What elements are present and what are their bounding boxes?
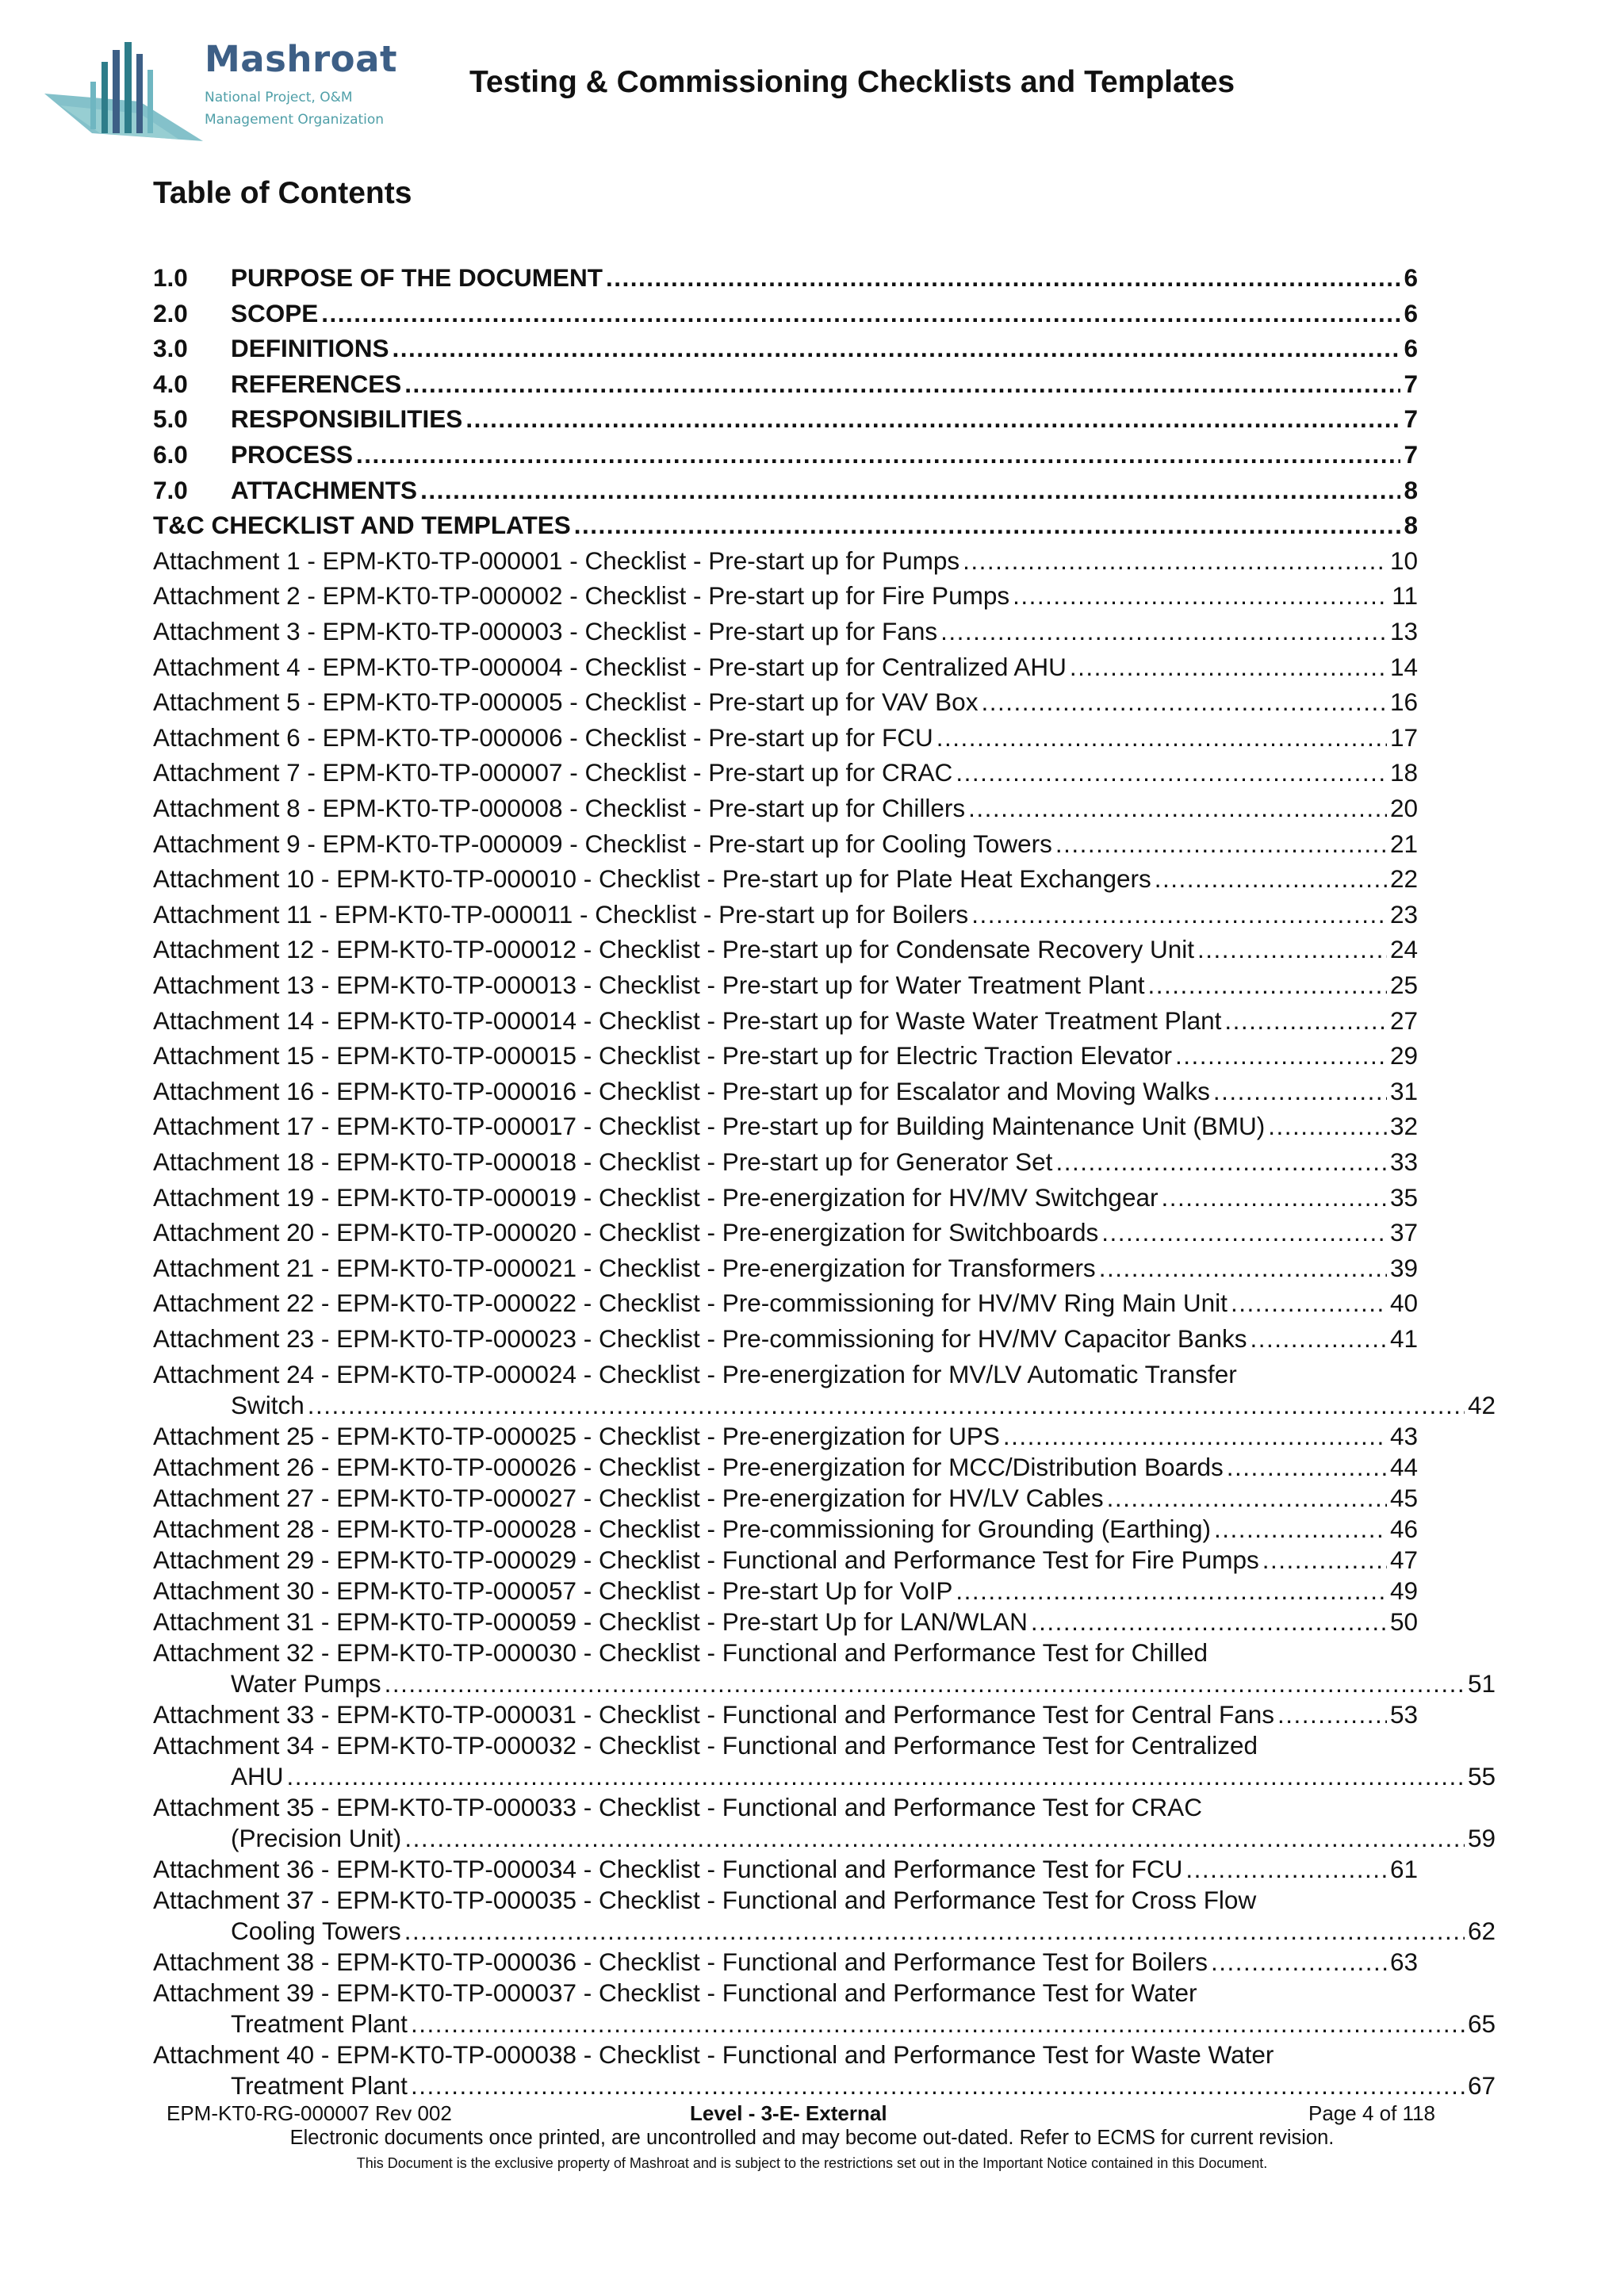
toc-leader [1148,969,1387,1001]
logo-subtitle-line1: National Project, O&M [205,90,353,105]
toc-page-number: 25 [1389,971,1418,999]
toc-leader [1211,1946,1387,1978]
toc-attachment-title: Attachment 4 - EPM-KT0-TP-000004 - Checklist - Pre-start up for Centralized AHU [153,652,1067,681]
logo-subtitle-line2: Management Organization [205,112,385,128]
toc-page-number: 33 [1389,1147,1418,1176]
toc-leader [1250,1323,1386,1354]
toc-section-title: REFERENCES [231,369,402,398]
toc-page-number: 14 [1389,652,1418,681]
toc-page-number: 7 [1404,440,1418,469]
toc-leader [940,615,1387,647]
toc-attachment-title: Attachment 37 - EPM-KT0-TP-000035 - Checklist - Functional and Performance Test for Cross Flow [153,1885,1257,1914]
toc-attachment-title-cont: (Precision Unit) [231,1823,402,1852]
toc-leader [1175,1040,1387,1071]
toc-page-number: 44 [1389,1452,1418,1481]
toc-attachment-title: Attachment 25 - EPM-KT0-TP-000025 - Checklist - Pre-energization for UPS [153,1421,1000,1450]
toc-page-number: 41 [1389,1324,1418,1353]
toc-leader [1055,1146,1387,1178]
toc-attachment-title: Attachment 12 - EPM-KT0-TP-000012 - Checklist - Pre-start up for Condensate Recovery Unit [153,935,1195,964]
toc-attachment-title: Attachment 16 - EPM-KT0-TP-000016 - Checklist - Pre-start up for Escalator and Moving Walks [153,1076,1210,1105]
toc-page-number: 13 [1389,617,1418,645]
toc-page-number: 22 [1389,864,1418,894]
toc-attachment-title-cont: AHU [231,1761,284,1790]
toc-page-number: 61 [1389,1854,1418,1883]
toc-section-title: SCOPE [231,298,319,327]
toc-leader [1155,863,1387,894]
toc-leader [404,368,1400,400]
toc-attachment-title: Attachment 36 - EPM-KT0-TP-000034 - Checklist - Functional and Performance Test for FCU [153,1854,1183,1883]
toc-heading: Table of Contents [153,176,412,210]
toc-leader [1003,1420,1387,1452]
toc-attachment-row[interactable] [153,1946,1418,1978]
toc-attachment-continuation[interactable] [153,2008,1496,2039]
toc-attachment-title: Attachment 2 - EPM-KT0-TP-000002 - Checklist - Pre-start up for Fire Pumps [153,581,1010,611]
toc-section-number: 3.0 [153,334,188,363]
toc-page-number: 7 [1404,404,1418,434]
toc-attachment-row[interactable] [153,545,1418,576]
toc-section-number: 5.0 [153,404,188,434]
logo-name: Mashroat [205,38,397,80]
toc-attachment-title: Attachment 35 - EPM-KT0-TP-000033 - Checklist - Functional and Performance Test for CRAC [153,1792,1202,1821]
toc-attachment-row[interactable] [153,615,1418,647]
toc-attachment-row[interactable] [153,1698,1418,1730]
toc-attachment-title: Attachment 29 - EPM-KT0-TP-000029 - Checklist - Functional and Performance Test for Fire Pumps [153,1545,1259,1574]
toc-leader [1031,1606,1387,1637]
toc-attachment-row[interactable] [153,651,1418,683]
toc-attachment-title: Attachment 26 - EPM-KT0-TP-000026 - Checklist - Pre-energization for MCC/Distribution Boards [153,1452,1224,1481]
toc-page-number: 50 [1389,1607,1418,1636]
toc-leader [963,545,1387,576]
toc-attachment-row[interactable] [153,898,1418,930]
toc-attachment-title: Attachment 33 - EPM-KT0-TP-000031 - Checklist - Functional and Performance Test for Central Fans [153,1699,1275,1729]
toc-leader [1197,933,1387,965]
toc-section-row[interactable] [153,368,1418,400]
toc-attachment-title: Attachment 18 - EPM-KT0-TP-000018 - Checklist - Pre-start up for Generator Set [153,1147,1053,1176]
toc-attachment-row[interactable] [153,1729,1418,1761]
toc-leader [385,1668,1465,1699]
toc-attachment-title: Attachment 19 - EPM-KT0-TP-000019 - Checklist - Pre-energization for HV/MV Switchgear [153,1182,1159,1212]
toc-leader [393,332,1401,364]
toc-group-title: T&C CHECKLIST AND TEMPLATES [153,511,571,540]
toc-leader [968,792,1387,824]
toc-page-number: 23 [1389,899,1418,929]
document-title: Testing & Commissioning Checklists and Templates [469,65,1235,99]
toc-attachment-title: Attachment 15 - EPM-KT0-TP-000015 - Checklist - Pre-start up for Electric Traction Elevator [153,1041,1172,1070]
toc-group-row[interactable] [153,509,1418,541]
footer-level: Level - 3-E- External [690,2101,887,2125]
toc-page-number: 18 [1389,758,1418,787]
toc-attachment-row[interactable] [153,1482,1418,1514]
toc-attachment-row[interactable] [153,1791,1418,1823]
toc-leader [981,686,1387,718]
toc-attachment-title: Attachment 17 - EPM-KT0-TP-000017 - Checklist - Pre-start up for Building Maintenance Unit (BMU) [153,1112,1266,1141]
toc-leader [404,1915,1465,1947]
toc-page-number: 45 [1389,1483,1418,1512]
toc-attachment-row[interactable] [153,1287,1418,1319]
toc-page-number: 6 [1404,298,1418,327]
toc-page-number: 59 [1467,1823,1496,1852]
toc-section-title: RESPONSIBILITIES [231,404,463,434]
toc-page-number: 65 [1467,2009,1496,2038]
toc-attachment-title-cont: Water Pumps [231,1668,381,1698]
toc-attachment-row[interactable] [153,1420,1418,1452]
toc-leader [404,1822,1465,1854]
toc-page-number: 17 [1389,722,1418,752]
footer-notice: Electronic documents once printed, are uncontrolled and may become out-dated. Refer to ECMS for current revision. [289,2127,1335,2149]
toc-page-number: 46 [1389,1514,1418,1543]
toc-attachment-row[interactable] [153,1323,1418,1354]
toc-attachment-title: Attachment 3 - EPM-KT0-TP-000003 - Checklist - Pre-start up for Fans [153,617,938,645]
toc-attachment-row[interactable] [153,1977,1418,2009]
toc-attachment-row[interactable] [153,828,1418,860]
toc-attachment-title: Attachment 6 - EPM-KT0-TP-000006 - Checklist - Pre-start up for FCU [153,722,933,752]
toc-leader [308,1389,1465,1421]
toc-attachment-row[interactable] [153,1040,1418,1071]
toc-attachment-row[interactable] [153,1075,1418,1107]
toc-attachment-title: Attachment 39 - EPM-KT0-TP-000037 - Checklist - Functional and Performance Test for Water [153,1978,1197,2007]
toc-leader [1055,828,1387,860]
toc-attachment-title-cont: Treatment Plant [231,2070,408,2100]
toc-leader [956,756,1387,788]
toc-attachment-row[interactable] [153,1575,1418,1607]
toc-leader [936,722,1387,753]
toc-attachment-title: Attachment 32 - EPM-KT0-TP-000030 - Checklist - Functional and Performance Test for Chilled [153,1637,1208,1667]
toc-section-title: PROCESS [231,440,354,469]
toc-attachment-row[interactable] [153,1358,1418,1390]
toc-attachment-title: Attachment 8 - EPM-KT0-TP-000008 - Checklist - Pre-start up for Chillers [153,794,966,822]
toc-attachment-title: Attachment 34 - EPM-KT0-TP-000032 - Checklist - Functional and Performance Test for Centralized [153,1730,1258,1760]
toc-leader [1099,1252,1387,1284]
toc-page-number: 47 [1389,1545,1418,1574]
toc-leader [465,403,1400,435]
toc-page-number: 32 [1389,1112,1418,1141]
toc-leader [420,474,1400,506]
toc-attachment-title: Attachment 14 - EPM-KT0-TP-000014 - Checklist - Pre-start up for Waste Water Treatment Plant [153,1005,1222,1035]
company-logo [44,38,409,149]
toc-attachment-title: Attachment 28 - EPM-KT0-TP-000028 - Checklist - Pre-commissioning for Grounding (Earthing) [153,1514,1211,1543]
toc-page-number: 62 [1467,1916,1496,1945]
toc-page-number: 11 [1392,581,1418,611]
toc-leader [1231,1287,1387,1319]
toc-attachment-row[interactable] [153,1451,1418,1483]
toc-leader [1185,1853,1387,1885]
toc-leader [1013,580,1388,611]
toc-leader [1227,1451,1387,1483]
toc-attachment-title: Attachment 20 - EPM-KT0-TP-000020 - Checklist - Pre-energization for Switchboards [153,1218,1099,1247]
toc-attachment-title: Attachment 5 - EPM-KT0-TP-000005 - Checklist - Pre-start up for VAV Box [153,687,979,717]
toc-leader [1262,1544,1387,1576]
toc-section-row[interactable] [153,403,1418,435]
toc-leader [1107,1482,1387,1514]
toc-attachment-continuation[interactable] [153,1822,1496,1854]
toc-page-number: 49 [1389,1576,1418,1605]
toc-attachment-title: Attachment 24 - EPM-KT0-TP-000024 - Checklist - Pre-energization for MV/LV Automatic Transfer [153,1359,1237,1388]
toc-leader [1214,1513,1387,1545]
toc-page-number: 35 [1389,1182,1418,1212]
toc-page-number: 53 [1389,1699,1418,1729]
toc-attachment-row[interactable] [153,756,1418,788]
toc-attachment-row[interactable] [153,1110,1418,1142]
toc-attachment-title: Attachment 31 - EPM-KT0-TP-000059 - Checklist - Pre-start Up for LAN/WLAN [153,1607,1028,1636]
toc-attachment-row[interactable] [153,686,1418,718]
toc-page-number: 63 [1389,1947,1418,1976]
toc-page-number: 39 [1389,1253,1418,1282]
toc-attachment-row[interactable] [153,1216,1418,1248]
toc-attachment-title-cont: Switch [231,1390,304,1419]
toc-leader [1268,1110,1387,1142]
toc-section-title: PURPOSE OF THE DOCUMENT [231,263,603,292]
logo-mark-icon [44,38,203,141]
toc-attachment-row[interactable] [153,1181,1418,1213]
toc-leader [956,1575,1387,1607]
toc-section-row[interactable] [153,262,1418,293]
toc-page-number: 7 [1404,369,1418,398]
toc-attachment-title: Attachment 21 - EPM-KT0-TP-000021 - Checklist - Pre-energization for Transformers [153,1253,1096,1282]
toc-section-row[interactable] [153,474,1418,506]
toc-leader [1070,651,1387,683]
toc-page-number: 29 [1389,1041,1418,1070]
toc-section-number: 6.0 [153,440,188,469]
toc-attachment-title: Attachment 22 - EPM-KT0-TP-000022 - Checklist - Pre-commissioning for HV/MV Ring Main Unit [153,1289,1228,1318]
toc-section-row[interactable] [153,439,1418,470]
toc-page-number: 37 [1389,1218,1418,1247]
toc-attachment-continuation[interactable] [153,1668,1496,1699]
toc-leader [411,2070,1465,2101]
toc-page-number: 40 [1389,1289,1418,1318]
footer-disclaimer: This Document is the exclusive property of Mashroat and is subject to the restrictions set out in the Important Notice contained in this Document. [356,2155,1268,2171]
toc-attachment-title: Attachment 1 - EPM-KT0-TP-000001 - Checklist - Pre-start up for Pumps [153,546,960,575]
toc-leader [356,439,1400,470]
toc-page-number: 67 [1467,2070,1496,2100]
toc-attachment-continuation[interactable] [153,2070,1496,2101]
toc-leader [1101,1216,1387,1248]
toc-section-number: 4.0 [153,369,188,398]
toc-attachment-title-cont: Cooling Towers [231,1916,401,1945]
toc-attachment-row[interactable] [153,1146,1418,1178]
toc-attachment-title: Attachment 9 - EPM-KT0-TP-000009 - Checklist - Pre-start up for Cooling Towers [153,829,1052,858]
toc-leader [606,262,1400,293]
toc-section-row[interactable] [153,332,1418,364]
toc-leader [1224,1005,1387,1036]
toc-section-row[interactable] [153,297,1418,329]
toc-attachment-title: Attachment 38 - EPM-KT0-TP-000036 - Checklist - Functional and Performance Test for Boilers [153,1947,1208,1976]
toc-attachment-title: Attachment 7 - EPM-KT0-TP-000007 - Checklist - Pre-start up for CRAC [153,758,953,787]
footer-page-info: Page 4 of 118 [1308,2101,1435,2125]
toc-section-number: 2.0 [153,298,188,327]
toc-page-number: 42 [1467,1390,1496,1419]
toc-attachment-title: Attachment 27 - EPM-KT0-TP-000027 - Checklist - Pre-energization for HV/LV Cables [153,1483,1104,1512]
toc-leader [321,297,1400,329]
toc-section-title: DEFINITIONS [231,334,389,363]
toc-page-number: 51 [1467,1668,1496,1698]
toc-attachment-row[interactable] [153,792,1418,824]
toc-attachment-title: Attachment 10 - EPM-KT0-TP-000010 - Checklist - Pre-start up for Plate Heat Exchangers [153,864,1151,894]
toc-section-number: 7.0 [153,475,188,504]
toc-attachment-row[interactable] [153,1252,1418,1284]
toc-page-number: 10 [1389,546,1418,575]
footer-doc-id: EPM-KT0-RG-000007 Rev 002 [167,2101,452,2125]
toc-attachment-row[interactable] [153,969,1418,1001]
toc-attachment-row[interactable] [153,1853,1418,1885]
toc-attachment-row[interactable] [153,1606,1418,1637]
toc-attachment-continuation[interactable] [153,1760,1496,1792]
toc-attachment-row[interactable] [153,722,1418,753]
toc-leader [1213,1075,1387,1107]
toc-attachment-title: Attachment 11 - EPM-KT0-TP-000011 - Checklist - Pre-start up for Boilers [153,899,969,929]
toc-attachment-row[interactable] [153,1513,1418,1545]
toc-page-number: 27 [1389,1005,1418,1035]
toc-leader [574,509,1401,541]
toc-attachment-continuation[interactable] [153,1389,1496,1421]
toc-page-number: 31 [1389,1076,1418,1105]
toc-page-number: 6 [1404,334,1418,363]
toc-attachment-row[interactable] [153,863,1418,894]
toc-leader [411,2008,1465,2039]
toc-attachment-title: Attachment 30 - EPM-KT0-TP-000057 - Checklist - Pre-start Up for VoIP [153,1576,953,1605]
toc-leader [971,898,1387,930]
toc-attachment-row[interactable] [153,1005,1418,1036]
toc-attachment-row[interactable] [153,580,1418,611]
toc-page-number: 24 [1389,935,1418,964]
toc-section-number: 1.0 [153,263,188,292]
toc-attachment-row[interactable] [153,2039,1418,2070]
toc-page-number: 55 [1467,1761,1496,1790]
toc-section-title: ATTACHMENTS [231,475,418,504]
toc-page-number: 8 [1404,511,1418,540]
toc-page-number: 8 [1404,475,1418,504]
toc-leader [1161,1181,1386,1213]
toc-attachment-title: Attachment 23 - EPM-KT0-TP-000023 - Checklist - Pre-commissioning for HV/MV Capacitor Banks [153,1324,1247,1353]
toc-attachment-row[interactable] [153,1637,1418,1668]
toc-leader [1277,1698,1387,1730]
toc-page-number: 21 [1389,829,1418,858]
toc-page-number: 43 [1389,1421,1418,1450]
toc-attachment-continuation[interactable] [153,1915,1496,1947]
toc-attachment-row[interactable] [153,933,1418,965]
toc-page-number: 6 [1404,263,1418,292]
toc-attachment-title: Attachment 40 - EPM-KT0-TP-000038 - Checklist - Functional and Performance Test for Waste Water [153,2039,1274,2069]
toc-attachment-title-cont: Treatment Plant [231,2009,408,2038]
toc-attachment-title: Attachment 13 - EPM-KT0-TP-000013 - Checklist - Pre-start up for Water Treatment Plant [153,971,1145,999]
toc-attachment-row[interactable] [153,1884,1418,1916]
toc-leader [287,1760,1465,1792]
toc-page-number: 20 [1389,794,1418,822]
toc-page-number: 16 [1389,687,1418,717]
toc-attachment-row[interactable] [153,1544,1418,1576]
